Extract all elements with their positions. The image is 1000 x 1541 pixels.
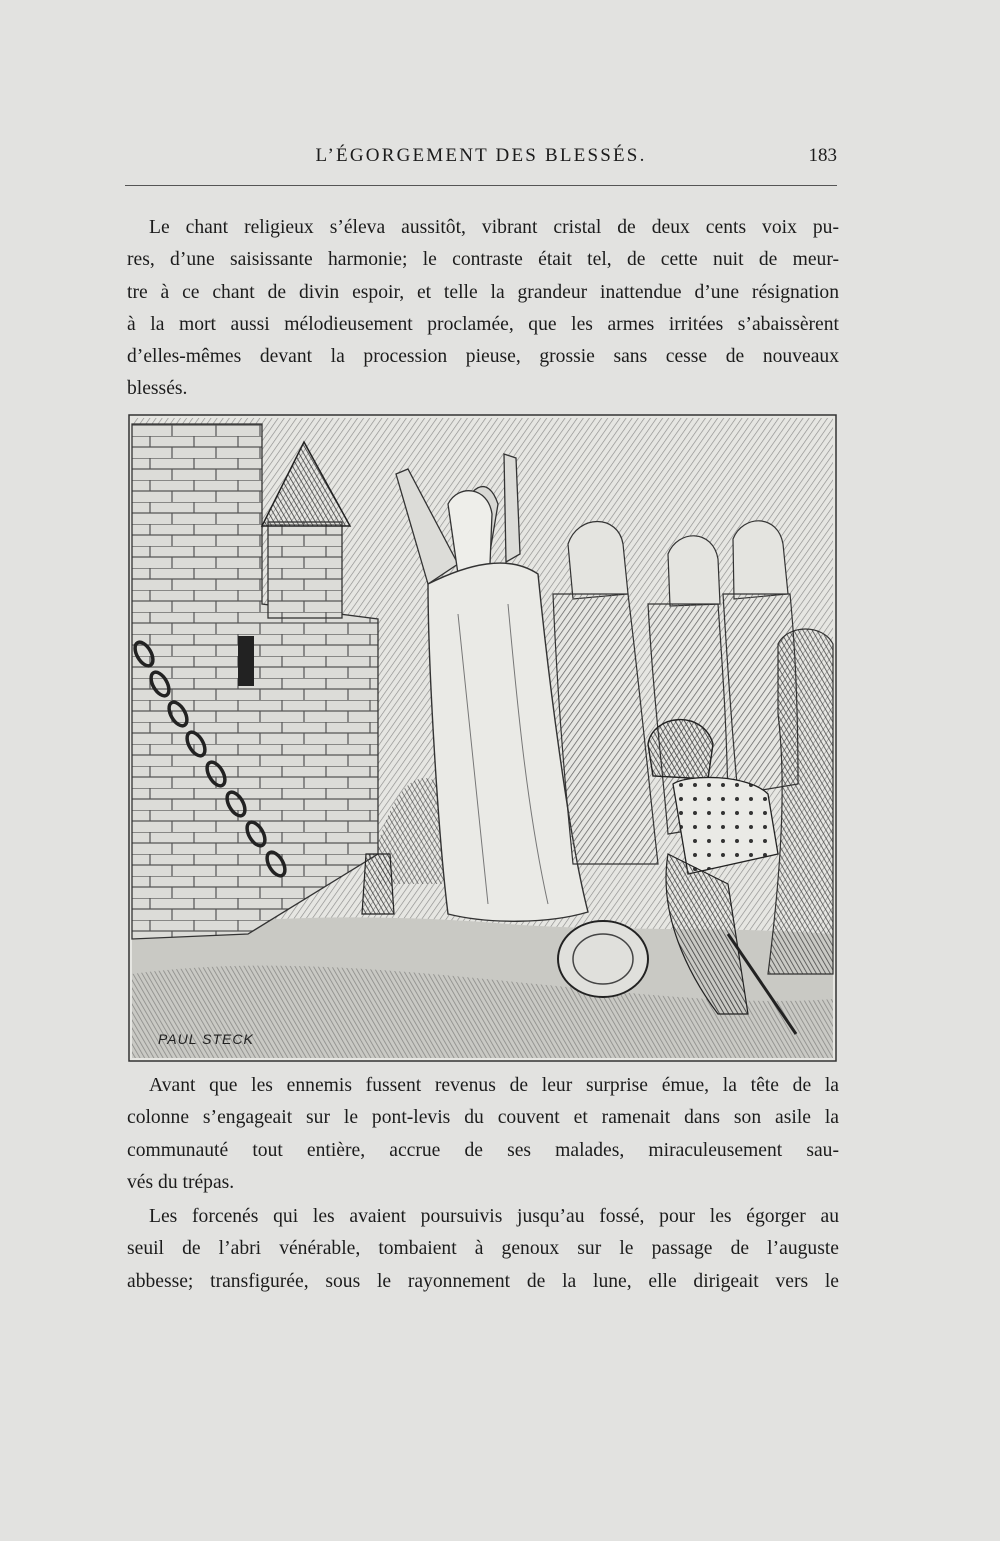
text-line: Avant que les ennemis fussent revenus de leur surprise émue, la tête de la [149, 1075, 839, 1096]
text-line: abbesse; transfigurée, sous le rayonnement de la lune, elle dirigeait vers le [127, 1270, 839, 1292]
text-line: vés du trépas. [127, 1171, 235, 1193]
text-line: tre à ce chant de divin espoir, et telle la grandeur inattendue d’une résignation [127, 281, 839, 303]
text-line: Le chant religieux s’éleva aussitôt, vibrant cristal de deux cents voix pu- [149, 217, 839, 238]
paragraph-2 [127, 1070, 839, 1199]
text-line: Les forcenés qui les avaient poursuivis jusqu’au fossé, pour les égorger au [149, 1206, 839, 1227]
text-line: d’elles-mêmes devant la procession pieuse, grossie sans cesse de nouveaux [127, 346, 839, 368]
running-head [125, 143, 837, 169]
header-rule [125, 185, 837, 186]
engraving-illustration [128, 414, 837, 1062]
page-number: 183 [808, 145, 837, 166]
paragraph-3 [127, 1201, 839, 1298]
paragraph-1 [127, 212, 839, 406]
text-line: colonne s’engageait sur le pont-levis du couvent et ramenait dans son asile la [127, 1107, 839, 1129]
artist-signature: PAUL STECK [158, 1031, 254, 1047]
text-line: communauté tout entière, accrue de ses malades, miraculeusement sau- [127, 1139, 839, 1161]
text-line: res, d’une saisissante harmonie; le contraste était tel, de cette nuit de meur- [127, 249, 839, 271]
text-line: à la mort aussi mélodieusement proclamée, que les armes irritées s’abaissèrent [127, 313, 839, 335]
text-line: seuil de l’abri vénérable, tombaient à genoux sur le passage de l’auguste [127, 1238, 839, 1260]
running-title: L’ÉGORGEMENT DES BLESSÉS. [315, 145, 647, 166]
text-line: blessés. [127, 378, 188, 400]
